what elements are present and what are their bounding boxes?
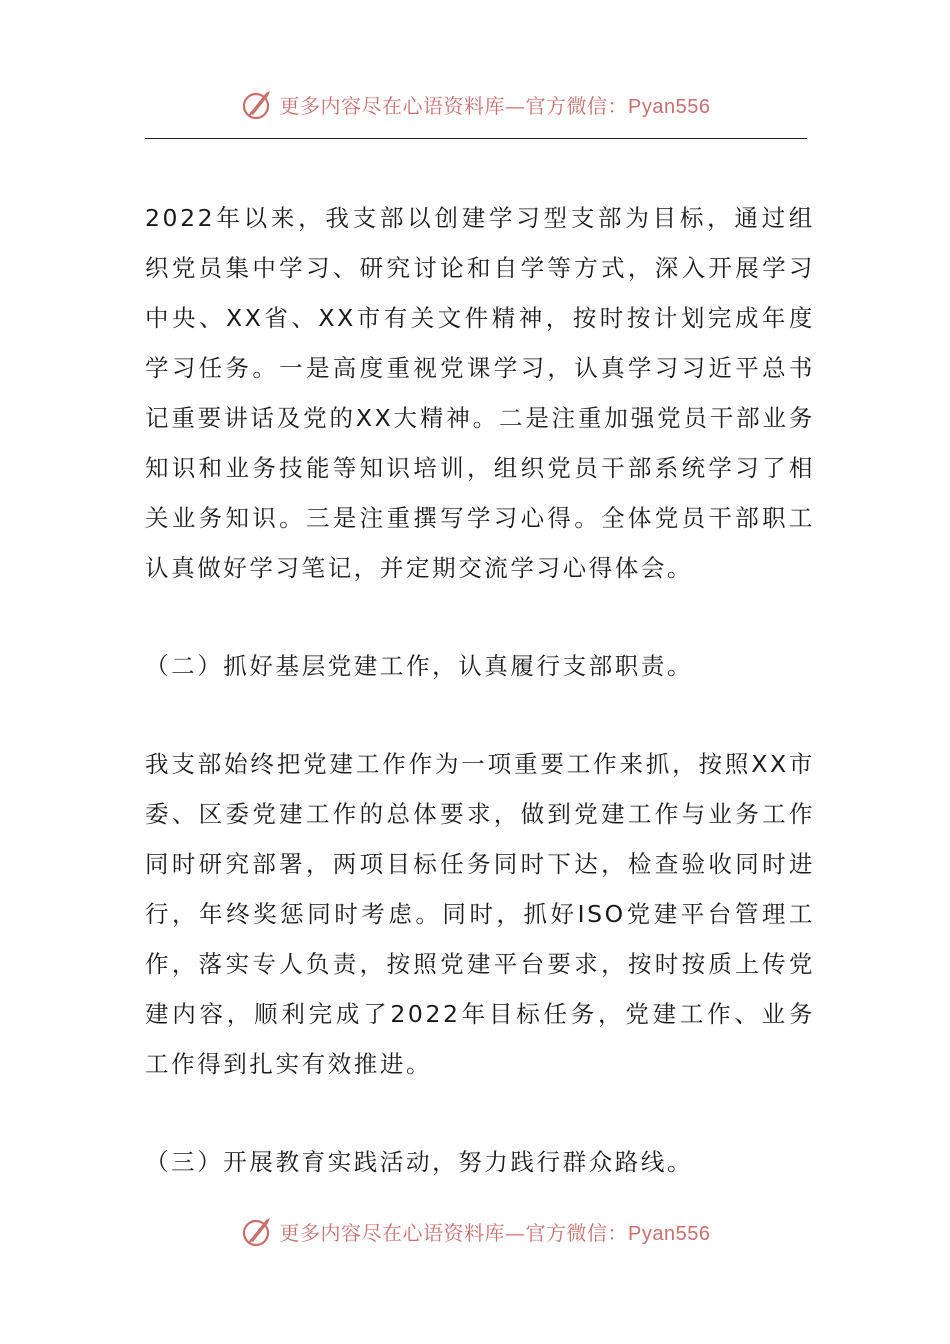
- section-heading-2: （二）抓好基层党建工作，认真履行支部职责。: [145, 652, 694, 680]
- document-body: [145, 193, 815, 1187]
- quill-logo-icon: [240, 86, 276, 122]
- header-banner-text: [280, 90, 711, 119]
- footer-banner-label: 更多内容尽在心语资料库—官方微信：: [279, 1220, 629, 1245]
- header-wechat-id: Pyan556: [628, 95, 711, 118]
- header-divider: [145, 138, 807, 139]
- paragraph-study: 2022年以来，我支部以创建学习型支部为目标，通过组织党员集中学习、研究讨论和自学等方式，深入开展学习中央、XX省、XX市有关文件精神，按时按计划完成年度学习任务。一是高度重视党课学习，认真学习习近平总书记重要讲话及党的XX大精神。二是注重加强党员干部业务知识和业务技能等知识培训，组织党员干部系统学习了相关业务知识。三是注重撰写学习心得。全体党员干部职工认真做好学习笔记，并定期交流学习心得体会。: [145, 204, 815, 582]
- footer-banner-text: [280, 1217, 711, 1246]
- footer-wechat-id: Pyan556: [628, 1222, 711, 1245]
- quill-logo-icon: [240, 1213, 276, 1249]
- header-banner: [0, 84, 950, 124]
- header-banner-label: 更多内容尽在心语资料库—官方微信：: [279, 93, 629, 118]
- section-heading-3: （三）开展教育实践活动，努力践行群众路线。: [145, 1148, 694, 1176]
- footer-banner: [0, 1211, 950, 1251]
- paragraph-party-building: 我支部始终把党建工作作为一项重要工作来抓，按照XX市委、区委党建工作的总体要求，做到党建工作与业务工作同时研究部署，两项目标任务同时下达，检查验收同时进行，年终奖惩同时考虑。同时，抓好ISO党建平台管理工作，落实专人负责，按照党建平台要求，按时按质上传党建内容，顺利完成了2022年目标任务，党建工作、业务工作得到扎实有效推进。: [145, 750, 815, 1078]
